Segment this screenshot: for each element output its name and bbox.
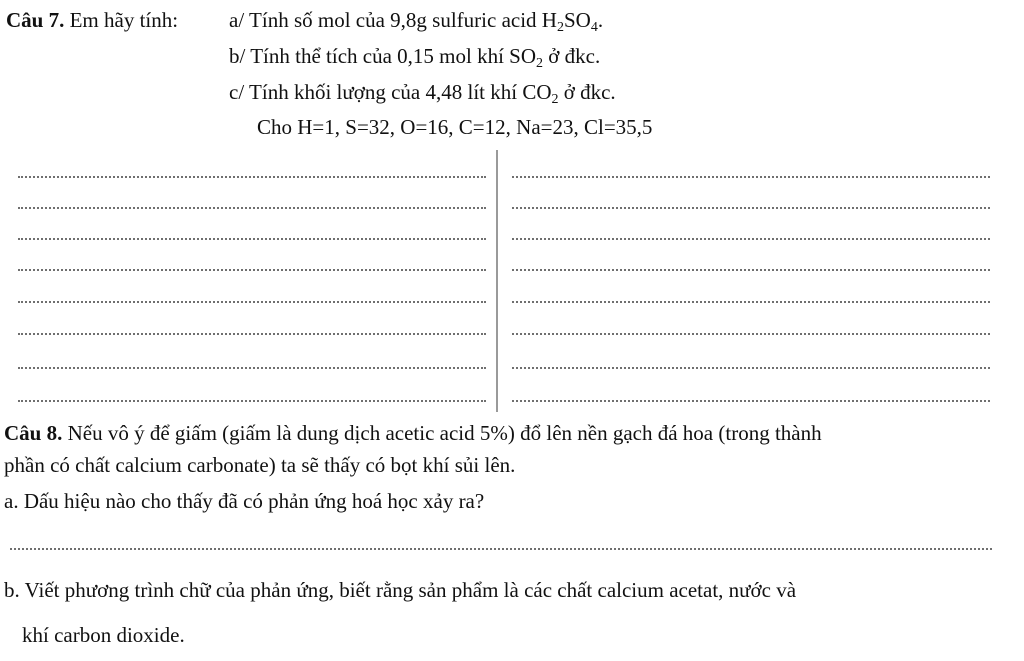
question-8-line-1 (4, 420, 822, 446)
part-c-subscript: 2 (551, 92, 559, 107)
question-7-line-1 (6, 7, 178, 33)
answer-line-right-2 (512, 207, 990, 209)
question-7-part-c (229, 79, 616, 105)
answer-line-right-7 (512, 367, 990, 369)
answer-column-divider (496, 150, 498, 412)
part-b-subscript: 2 (536, 56, 544, 71)
answer-line-left-6 (18, 333, 486, 335)
answer-line-right-6 (512, 333, 990, 335)
answer-line-left-1 (18, 176, 486, 178)
question-7-part-b (229, 43, 600, 69)
answer-line-question-8a (10, 548, 992, 550)
question-7-part-a (229, 7, 603, 33)
part-a-text: a/ Tính số mol của 9,8g sulfuric acid H (229, 8, 557, 32)
answer-line-left-2 (18, 207, 486, 209)
question-8-label: Câu 8. (4, 421, 63, 445)
part-a-subscript-1: 2 (556, 20, 564, 35)
answer-line-left-5 (18, 301, 486, 303)
question-8-part-b-line-1: b. Viết phương trình chữ của phản ứng, biết rằng sản phẩm là các chất calcium acetat, nước và (4, 578, 797, 602)
part-b-end: ở đkc. (543, 44, 601, 68)
answer-line-right-1 (512, 176, 990, 178)
answer-line-left-7 (18, 367, 486, 369)
answer-line-left-3 (18, 238, 486, 240)
answer-line-left-4 (18, 269, 486, 271)
question-8-part-a: a. Dấu hiệu nào cho thấy đã có phản ứng hoá học xảy ra? (4, 489, 485, 513)
part-a-end: . (597, 8, 604, 32)
answer-line-right-8 (512, 400, 990, 402)
answer-line-right-4 (512, 269, 990, 271)
part-b-text: b/ Tính thể tích của 0,15 mol khí SO (229, 44, 537, 68)
answer-line-right-5 (512, 301, 990, 303)
question-8-text-2: phần có chất calcium carbonate) ta sẽ thấy có bọt khí sủi lên. (4, 453, 516, 477)
part-c-text: c/ Tính khối lượng của 4,48 lít khí CO (229, 80, 552, 104)
question-7-label: Câu 7. (6, 8, 65, 32)
question-8-part-b-line-2: khí carbon dioxide. (22, 623, 185, 647)
question-8-text-1: Nếu vô ý để giấm (giấm là dung dịch acetic acid 5%) đổ lên nền gạch đá hoa (trong thành (62, 421, 822, 445)
part-a-subscript-2: 4 (590, 20, 598, 35)
part-a-formula: SO (563, 8, 591, 32)
answer-line-right-3 (512, 238, 990, 240)
question-7-intro: Em hãy tính: (64, 8, 179, 32)
question-7-given-masses: Cho H=1, S=32, O=16, C=12, Na=23, Cl=35,5 (257, 115, 653, 139)
part-c-end: ở đkc. (558, 80, 616, 104)
answer-line-left-8 (18, 400, 486, 402)
